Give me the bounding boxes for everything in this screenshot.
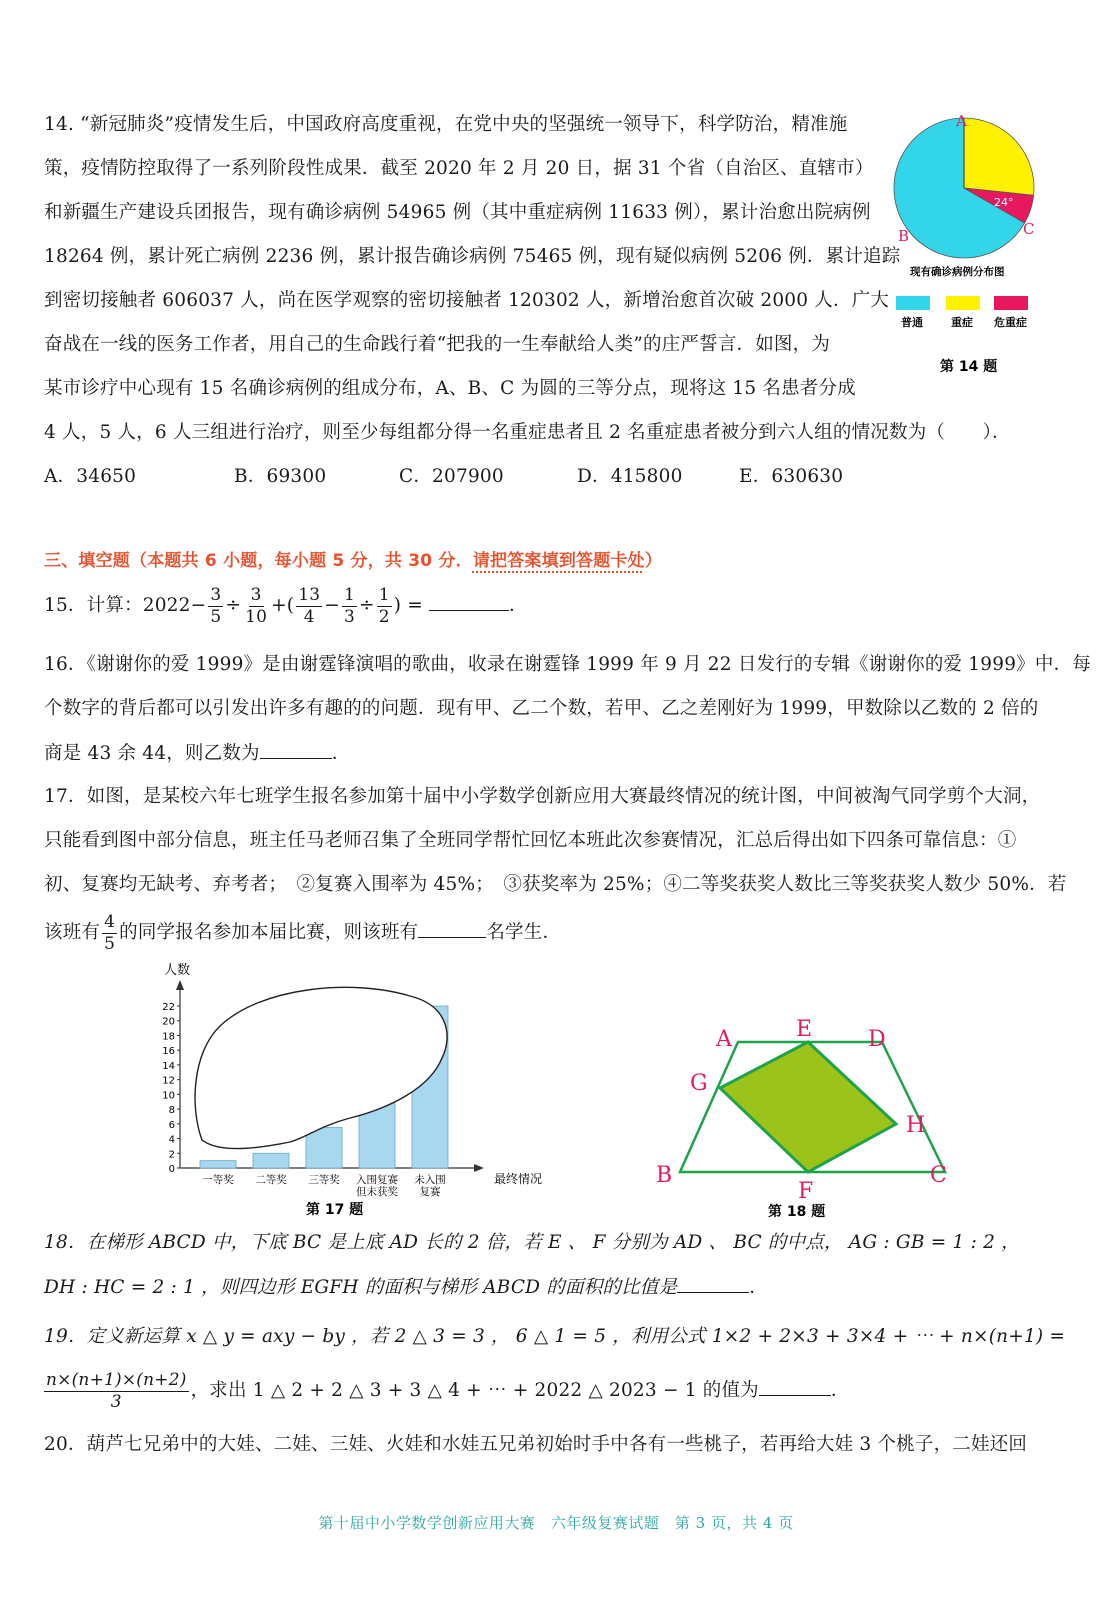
q19-line-2: $\frac{n\times(n+1)\times(n+2)}{3}$ ，求出 1 △ 2 + 2 △ 3 + 3 △ 4 + ⋯ + 2022 △ 2023 − 1 的值为 ． <box>46 1369 850 1412</box>
q14-line-5: 到密切接触者 606037 人，尚在医学观察的密切接触者 120302 人，新增治愈首次破 2000 人．广大 <box>44 290 890 311</box>
y-tick-label: 4 <box>168 1134 175 1146</box>
label-b: B <box>656 1163 673 1188</box>
chart-x-labels <box>202 1173 446 1198</box>
x-tick-label: 三等奖 <box>308 1174 340 1186</box>
q18-caption: 第 18 题 <box>768 1204 826 1220</box>
q19-line-2-text: ，求出 1 △ 2 + 2 △ 3 + 3 △ 4 + ⋯ + 2022 △ 2023 − 1 的值为 <box>190 1380 759 1401</box>
choice-c: C．207900 <box>399 466 504 487</box>
q18-line-2: DH : HC = 2 : 1 ，则四边形 EGFH 的面积与梯形 ABCD 的面积的比值是 ． <box>44 1274 768 1301</box>
choice-a: A．34650 <box>44 466 137 487</box>
q15: 15．计算：2022− $\frac{3}{5}$ ÷ $\frac{3}{10}$ +( $\frac{13}{4}$ − $\frac{1}{3}$ ÷ $\frac{1}{2}$ ) = ． <box>44 584 528 627</box>
bar-1 <box>200 1161 236 1168</box>
chart-x-arrow <box>474 1164 484 1172</box>
q19-frac-num: n×(n+1)×(n+2) <box>46 1369 187 1390</box>
y-tick-label: 10 <box>162 1090 175 1102</box>
q18-line-1: 18．在梯形 ABCD 中，下底 BC 是上底 AD 长的 2 倍，若 E 、 F 分别为 AD 、 BC 的中点， AG : GB = 1 : 2 ， <box>44 1232 1020 1253</box>
section-3-title <box>44 548 662 574</box>
q14-caption: 第 14 题 <box>940 359 998 375</box>
q14-choices <box>44 464 843 490</box>
q14-line-4: 18264 例，累计死亡病例 2236 例，累计报告确诊病例 75465 例，现有疑似病例 5206 例．累计追踪 <box>44 246 901 267</box>
q15-frac-5-num: 1 <box>378 584 390 605</box>
legend-swatch-severe <box>946 296 980 310</box>
pie-point-a: A <box>956 112 967 130</box>
q15-frac-1 <box>208 585 223 628</box>
chart-y-arrow <box>176 980 184 990</box>
q15-prefix: 15．计算：2022 <box>44 595 191 616</box>
pie-title: 现有确诊病例分布图 <box>910 266 1005 278</box>
label-c: C <box>930 1163 947 1188</box>
q15-frac-4-den: 3 <box>343 606 356 627</box>
q17-line-1: 17．如图，是某校六年七班学生报名参加第十届中小学数学创新应用大赛最终情况的统计图，中间被淘气同学剪个大洞， <box>44 786 1041 807</box>
q15-frac-4 <box>342 585 357 628</box>
q16-line-1: 16．《谢谢你的爱 1999》是由谢霆锋演唱的歌曲，收录在谢霆锋 1999 年 9 月 22 日发行的专辑《谢谢你的爱 1999》中．每 <box>44 654 1091 675</box>
y-tick-label: 2 <box>168 1149 175 1161</box>
q14-line-2: 策，疫情防控取得了一系列阶段性成果．截至 2020 年 2 月 20 日，据 31 个省（自治区、直辖市） <box>44 158 874 179</box>
label-e: E <box>796 1017 813 1042</box>
q15-frac-3 <box>296 585 322 628</box>
q14-line-7: 某市诊疗中心现有 15 名确诊病例的组成分布，A、B、C 为圆的三等分点，现将这 15 名患者分成 <box>44 378 856 399</box>
q16-answer-blank[interactable] <box>260 740 332 759</box>
legend-label-critical: 危重症 <box>994 316 1027 329</box>
y-tick-label: 8 <box>168 1105 175 1117</box>
q15-frac-2-num: 3 <box>250 584 262 605</box>
q18-answer-blank[interactable] <box>677 1274 749 1293</box>
q19-line-1: 19．定义新运算 x △ y = axy − by ，若 2 △ 3 = 3 ， 6 △ 1 = 5 ，利用公式 1×2 + 2×3 + 3×4 + ⋯ + n×(n+1) = <box>44 1326 1066 1347</box>
choice-d: D．415800 <box>577 466 683 487</box>
q14-line-1: 14. “新冠肺炎”疫情发生后，中国政府高度重视，在党中央的坚强统一领导下，科学防治，精准施 <box>44 114 848 135</box>
q15-answer-blank[interactable] <box>429 592 509 611</box>
section-3-title-text: 三、填空题（本题共 6 小题，每小题 5 分，共 30 分． <box>44 551 473 571</box>
x-tick-label: 一等奖 <box>202 1174 234 1186</box>
q15-frac-2 <box>243 585 269 628</box>
q16-line-2: 个数字的背后都可以引发出许多有趣的的问题．现有甲、乙二个数，若甲、乙之差刚好为 1999，甲数除以乙数的 2 倍的 <box>44 698 1039 719</box>
q17-frac-num: 4 <box>104 911 116 932</box>
q18-line-2-text: DH : HC = 2 : 1 ，则四边形 EGFH 的面积与梯形 ABCD 的面积的比值是 <box>44 1277 678 1298</box>
y-tick-label: 18 <box>162 1031 175 1043</box>
q17-caption: 第 17 题 <box>306 1202 364 1218</box>
q15-frac-2-den: 10 <box>245 606 268 627</box>
q14-line-3: 和新疆生产建设兵团报告，现有确诊病例 54965 例（其中重症病例 11633 例），累计治愈出院病例 <box>44 202 871 223</box>
pie-chart <box>894 118 1034 258</box>
quadrilateral-egfh <box>720 1042 896 1172</box>
chart-cutout-hole <box>195 987 447 1148</box>
choice-b: B．69300 <box>234 466 327 487</box>
label-d: D <box>868 1027 886 1052</box>
label-h: H <box>906 1113 926 1138</box>
legend-label-severe: 重症 <box>951 316 973 329</box>
x-tick-label: 入围复赛 <box>356 1174 398 1186</box>
section-3-title-end: ） <box>644 551 663 571</box>
legend-swatch-critical <box>994 296 1028 310</box>
x-tick-label: 复赛 <box>419 1186 441 1198</box>
x-tick-label: 二等奖 <box>255 1174 287 1186</box>
legend-label-normal: 普通 <box>901 316 923 329</box>
pie-point-b: B <box>898 227 910 245</box>
q16-line-3: 商是 43 余 44，则乙数为 ． <box>44 740 350 767</box>
y-tick-label: 16 <box>162 1046 175 1058</box>
page-footer: 第十届中小学数学创新应用大赛 六年级复赛试题 第 3 页，共 4 页 <box>318 1514 794 1532</box>
pie-point-c: C <box>1023 220 1035 238</box>
q17-frac <box>102 912 117 955</box>
y-tick-label: 14 <box>162 1060 175 1072</box>
section-3-title-emphasis: 请把答案填到答题卡处 <box>472 551 645 571</box>
q19-formula-frac <box>44 1370 189 1413</box>
choice-e: E．630630 <box>739 466 844 487</box>
label-f: F <box>798 1179 814 1204</box>
q15-frac-1-num: 3 <box>210 584 222 605</box>
q19-frac-den: 3 <box>110 1391 122 1412</box>
q16-line-3-text: 商是 43 余 44，则乙数为 <box>44 743 260 764</box>
y-tick-label: 12 <box>162 1075 175 1087</box>
q15-frac-5 <box>377 585 392 628</box>
chart-x-label: 最终情况 <box>494 1172 543 1186</box>
q15-frac-4-num: 1 <box>343 584 356 605</box>
pie-slice-severe <box>964 118 1034 195</box>
q15-frac-3-num: 13 <box>298 584 321 605</box>
q18-trapezoid-figure <box>650 1012 970 1220</box>
q17-line-2: 只能看到图中部分信息，班主任马老师召集了全班同学帮忙回忆本班此次参赛情况，汇总后得出如下四条可靠信息：① <box>44 830 1017 851</box>
y-tick-label: 0 <box>168 1164 175 1175</box>
q17-bar-chart <box>150 958 580 1218</box>
q14-pie-figure <box>888 108 1088 398</box>
q15-frac-1-den: 5 <box>210 606 222 627</box>
q17-last-end: 名学生． <box>486 922 562 943</box>
y-tick-label: 20 <box>162 1016 175 1028</box>
chart-y-ticks <box>162 1002 180 1175</box>
q17-last-mid: 的同学报名参加本届比赛，则该班有 <box>119 922 419 943</box>
q17-frac-den: 5 <box>104 933 116 954</box>
q17-last-prefix: 该班有 <box>44 922 101 943</box>
q15-frac-5-den: 2 <box>378 606 390 627</box>
y-tick-label: 22 <box>162 1002 175 1013</box>
q17-answer-blank[interactable] <box>418 919 486 938</box>
q17-line-3: 初、复赛均无缺考、弃考者； ②复赛入围率为 45%； ③获奖率为 25%；④二等奖获奖人数比三等奖获奖人数少 50%．若 <box>44 874 1067 895</box>
chart-y-label: 人数 <box>164 963 191 978</box>
legend-swatch-normal <box>896 296 930 310</box>
q20-line-1: 20．葫芦七兄弟中的大娃、二娃、三娃、火娃和水娃五兄弟初始时手中各有一些桃子，若再给大娃 3 个桃子，二娃还回 <box>44 1434 1028 1455</box>
x-tick-label: 未入围 <box>414 1174 446 1186</box>
label-g: G <box>690 1071 708 1096</box>
q19-answer-blank[interactable] <box>759 1377 831 1396</box>
bar-2 <box>253 1153 289 1168</box>
q14-line-8: 4 人，5 人，6 人三组进行治疗，则至少每组都分得一名重症患者且 2 名重症患者被分到六人组的情况数为（ ）． <box>44 422 1011 443</box>
x-tick-label: 但未获奖 <box>356 1186 398 1198</box>
pie-angle-label: 24° <box>994 196 1014 209</box>
q17-line-4 <box>44 910 561 956</box>
label-a: A <box>716 1027 732 1052</box>
y-tick-label: 6 <box>168 1119 175 1131</box>
q14-line-6: 奋战在一线的医务工作者，用自己的生命践行着“把我的一生奉献给人类”的庄严誓言．如图，为 <box>44 334 831 355</box>
q15-frac-3-den: 4 <box>303 606 315 627</box>
